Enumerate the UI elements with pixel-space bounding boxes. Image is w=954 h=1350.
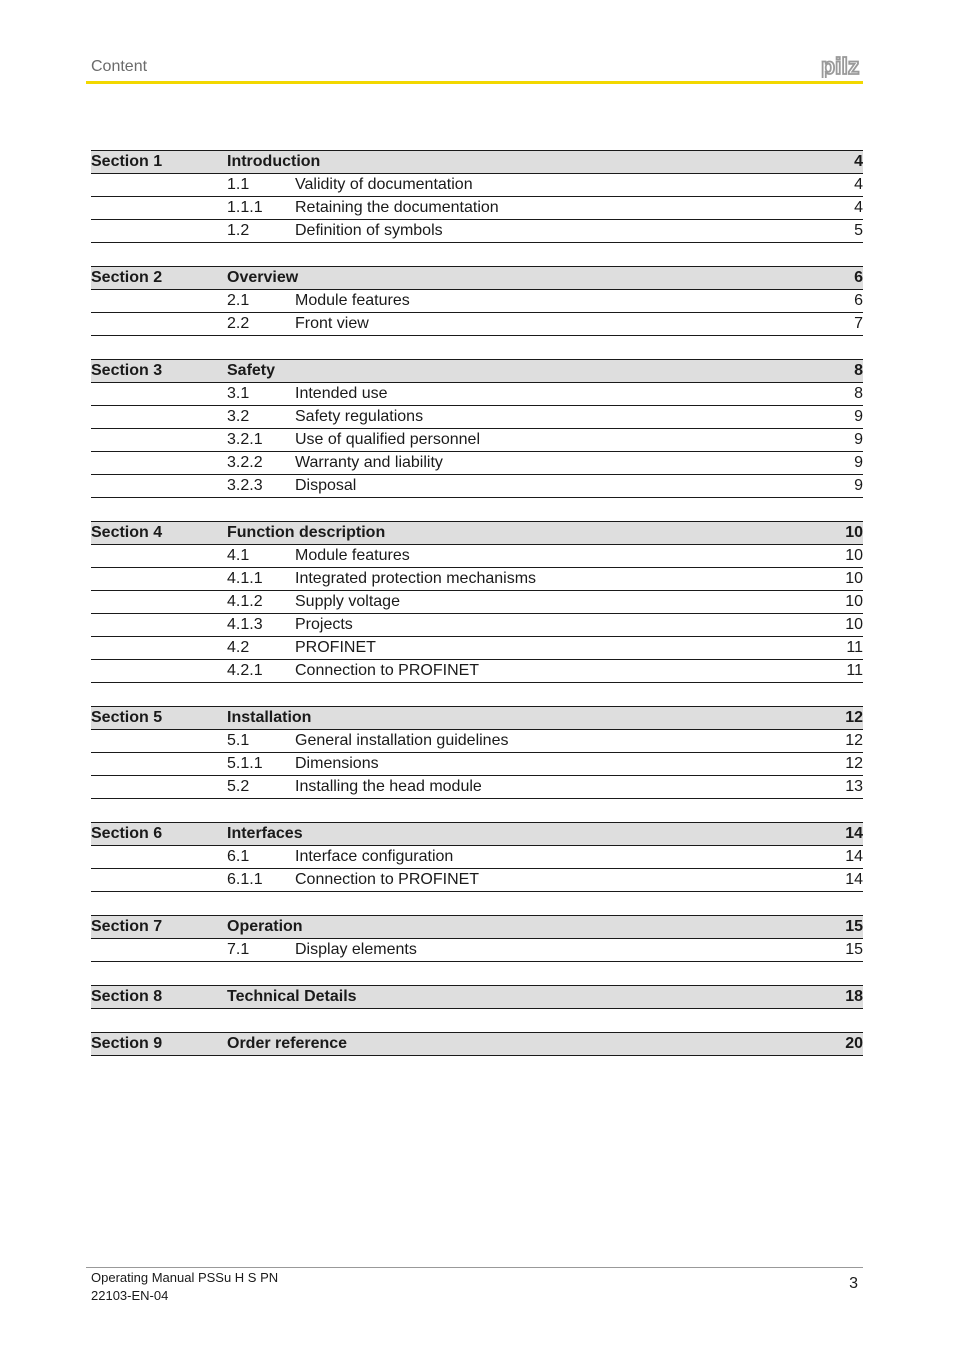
section-title: Introduction — [227, 153, 321, 170]
entry-number: 4.2.1 — [227, 662, 263, 679]
section-page: 20 — [845, 1035, 863, 1052]
entry-page: 9 — [854, 454, 863, 471]
toc-section — [91, 266, 863, 336]
toc-entry-row[interactable] — [91, 545, 863, 568]
entry-number: 6.1 — [227, 848, 250, 865]
section-title: Safety — [227, 362, 276, 379]
entry-page: 9 — [854, 431, 863, 448]
toc-entry-row[interactable] — [91, 568, 863, 591]
toc-section — [91, 1032, 863, 1056]
toc-entry-row[interactable] — [91, 475, 863, 498]
entry-title: Module features — [295, 292, 410, 309]
entry-number: 4.1.1 — [227, 570, 263, 587]
entry-page: 10 — [845, 547, 863, 564]
entry-number: 5.2 — [227, 778, 250, 795]
section-label: Section 5 — [91, 709, 163, 726]
entry-number: 3.2 — [227, 408, 250, 425]
section-title: Overview — [227, 269, 299, 286]
toc-entry-row[interactable] — [91, 383, 863, 406]
section-label: Section 2 — [91, 269, 163, 286]
header-title: Content — [91, 58, 148, 75]
section-page: 12 — [845, 709, 863, 726]
toc-section — [91, 359, 863, 498]
entry-number: 3.2.2 — [227, 454, 263, 471]
toc-section — [91, 150, 863, 243]
toc-entry-row[interactable] — [91, 776, 863, 799]
entry-title: Safety regulations — [295, 408, 424, 425]
section-title: Installation — [227, 709, 312, 726]
entry-number: 7.1 — [227, 941, 250, 958]
section-title: Function description — [227, 524, 386, 541]
toc-section — [91, 915, 863, 962]
entry-title: Warranty and liability — [295, 454, 443, 471]
toc-entry-row[interactable] — [91, 660, 863, 683]
entry-number: 3.2.1 — [227, 431, 263, 448]
entry-title: Interface configuration — [295, 848, 454, 865]
section-page: 8 — [854, 362, 863, 379]
entry-number: 2.1 — [227, 292, 250, 309]
toc-entry-row[interactable] — [91, 313, 863, 336]
entry-number: 4.1 — [227, 547, 250, 564]
entry-page: 7 — [854, 315, 863, 332]
entry-title: Display elements — [295, 941, 417, 958]
entry-title: Retaining the documentation — [295, 199, 499, 216]
toc-section — [91, 822, 863, 892]
section-label: Section 7 — [91, 918, 163, 935]
entry-title: General installation guidelines — [295, 732, 509, 749]
toc-entry-row[interactable] — [91, 429, 863, 452]
toc-section-row[interactable] — [91, 150, 863, 174]
entry-page: 12 — [845, 732, 863, 749]
entry-page: 10 — [845, 593, 863, 610]
entry-title: Supply voltage — [295, 593, 400, 610]
page-header — [86, 50, 863, 84]
entry-page: 10 — [845, 570, 863, 587]
entry-title: Installing the head module — [295, 778, 482, 795]
entry-page: 10 — [845, 616, 863, 633]
toc-section-row[interactable] — [91, 706, 863, 730]
toc-entry-row[interactable] — [91, 939, 863, 962]
page-footer — [86, 1267, 863, 1303]
toc-section-row[interactable] — [91, 822, 863, 846]
entry-number: 1.1 — [227, 176, 250, 193]
entry-title: Use of qualified personnel — [295, 431, 481, 448]
toc-section-row[interactable] — [91, 266, 863, 290]
toc-entry-row[interactable] — [91, 452, 863, 475]
table-of-contents — [91, 150, 863, 1079]
toc-section-row[interactable] — [91, 915, 863, 939]
section-title: Order reference — [227, 1035, 348, 1052]
entry-title: Connection to PROFINET — [295, 662, 480, 679]
toc-entry-row[interactable] — [91, 753, 863, 776]
pilz-logo — [821, 54, 863, 78]
toc-section-row[interactable] — [91, 359, 863, 383]
toc-entry-row[interactable] — [91, 869, 863, 892]
manual-title: Operating Manual PSSu H S PN — [91, 1270, 279, 1285]
section-page: 18 — [845, 988, 863, 1005]
entry-page: 4 — [854, 199, 863, 216]
page-number: 3 — [849, 1275, 858, 1292]
toc-entry-row[interactable] — [91, 197, 863, 220]
entry-number: 1.2 — [227, 222, 250, 239]
document-number: 22103-EN-04 — [91, 1288, 169, 1303]
entry-title: Front view — [295, 315, 369, 332]
section-page: 14 — [845, 825, 863, 842]
entry-title: Module features — [295, 547, 410, 564]
toc-entry-row[interactable] — [91, 591, 863, 614]
entry-page: 5 — [854, 222, 863, 239]
toc-entry-row[interactable] — [91, 406, 863, 429]
toc-section — [91, 521, 863, 683]
section-page: 4 — [854, 153, 863, 170]
toc-entry-row[interactable] — [91, 730, 863, 753]
entry-page: 11 — [846, 662, 863, 679]
toc-entry-row[interactable] — [91, 220, 863, 243]
toc-section — [91, 985, 863, 1009]
entry-title: PROFINET — [295, 639, 376, 656]
toc-section-row[interactable] — [91, 985, 863, 1009]
entry-page: 6 — [854, 292, 863, 309]
section-page: 10 — [845, 524, 863, 541]
section-label: Section 6 — [91, 825, 163, 842]
entry-number: 4.2 — [227, 639, 250, 656]
toc-entry-row[interactable] — [91, 174, 863, 197]
toc-entry-row[interactable] — [91, 846, 863, 869]
section-page: 15 — [845, 918, 863, 935]
entry-number: 6.1.1 — [227, 871, 263, 888]
entry-page: 11 — [846, 639, 863, 656]
entry-page: 15 — [845, 941, 863, 958]
section-label: Section 4 — [91, 524, 163, 541]
section-label: Section 9 — [91, 1035, 163, 1052]
section-label: Section 1 — [91, 153, 163, 170]
toc-section-row[interactable] — [91, 1032, 863, 1056]
entry-page: 9 — [854, 477, 863, 494]
section-label: Section 8 — [91, 988, 163, 1005]
entry-title: Definition of symbols — [295, 222, 443, 239]
entry-title: Integrated protection mechanisms — [295, 570, 537, 587]
section-title: Interfaces — [227, 825, 303, 842]
entry-title: Validity of documentation — [295, 176, 473, 193]
section-title: Operation — [227, 918, 303, 935]
entry-page: 14 — [845, 848, 863, 865]
entry-number: 3.1 — [227, 385, 250, 402]
entry-title: Connection to PROFINET — [295, 871, 480, 888]
entry-page: 4 — [854, 176, 863, 193]
entry-title: Intended use — [295, 385, 388, 402]
entry-number: 2.2 — [227, 315, 250, 332]
entry-page: 14 — [845, 871, 863, 888]
section-label: Section 3 — [91, 362, 163, 379]
entry-page: 12 — [845, 755, 863, 772]
toc-section-row[interactable] — [91, 521, 863, 545]
section-page: 6 — [854, 269, 863, 286]
entry-title: Dimensions — [295, 755, 379, 772]
toc-entry-row[interactable] — [91, 637, 863, 660]
entry-page: 8 — [854, 385, 863, 402]
pilz-logo-text: pilz — [821, 54, 860, 78]
entry-title: Projects — [295, 616, 353, 633]
toc-entry-row[interactable] — [91, 290, 863, 313]
toc-section — [91, 706, 863, 799]
section-title: Technical Details — [227, 988, 357, 1005]
entry-page: 13 — [845, 778, 863, 795]
entry-number: 5.1 — [227, 732, 250, 749]
entry-number: 3.2.3 — [227, 477, 263, 494]
toc-entry-row[interactable] — [91, 614, 863, 637]
entry-number: 1.1.1 — [227, 199, 263, 216]
entry-number: 4.1.2 — [227, 593, 263, 610]
entry-page: 9 — [854, 408, 863, 425]
entry-title: Disposal — [295, 477, 357, 494]
entry-number: 4.1.3 — [227, 616, 263, 633]
entry-number: 5.1.1 — [227, 755, 263, 772]
